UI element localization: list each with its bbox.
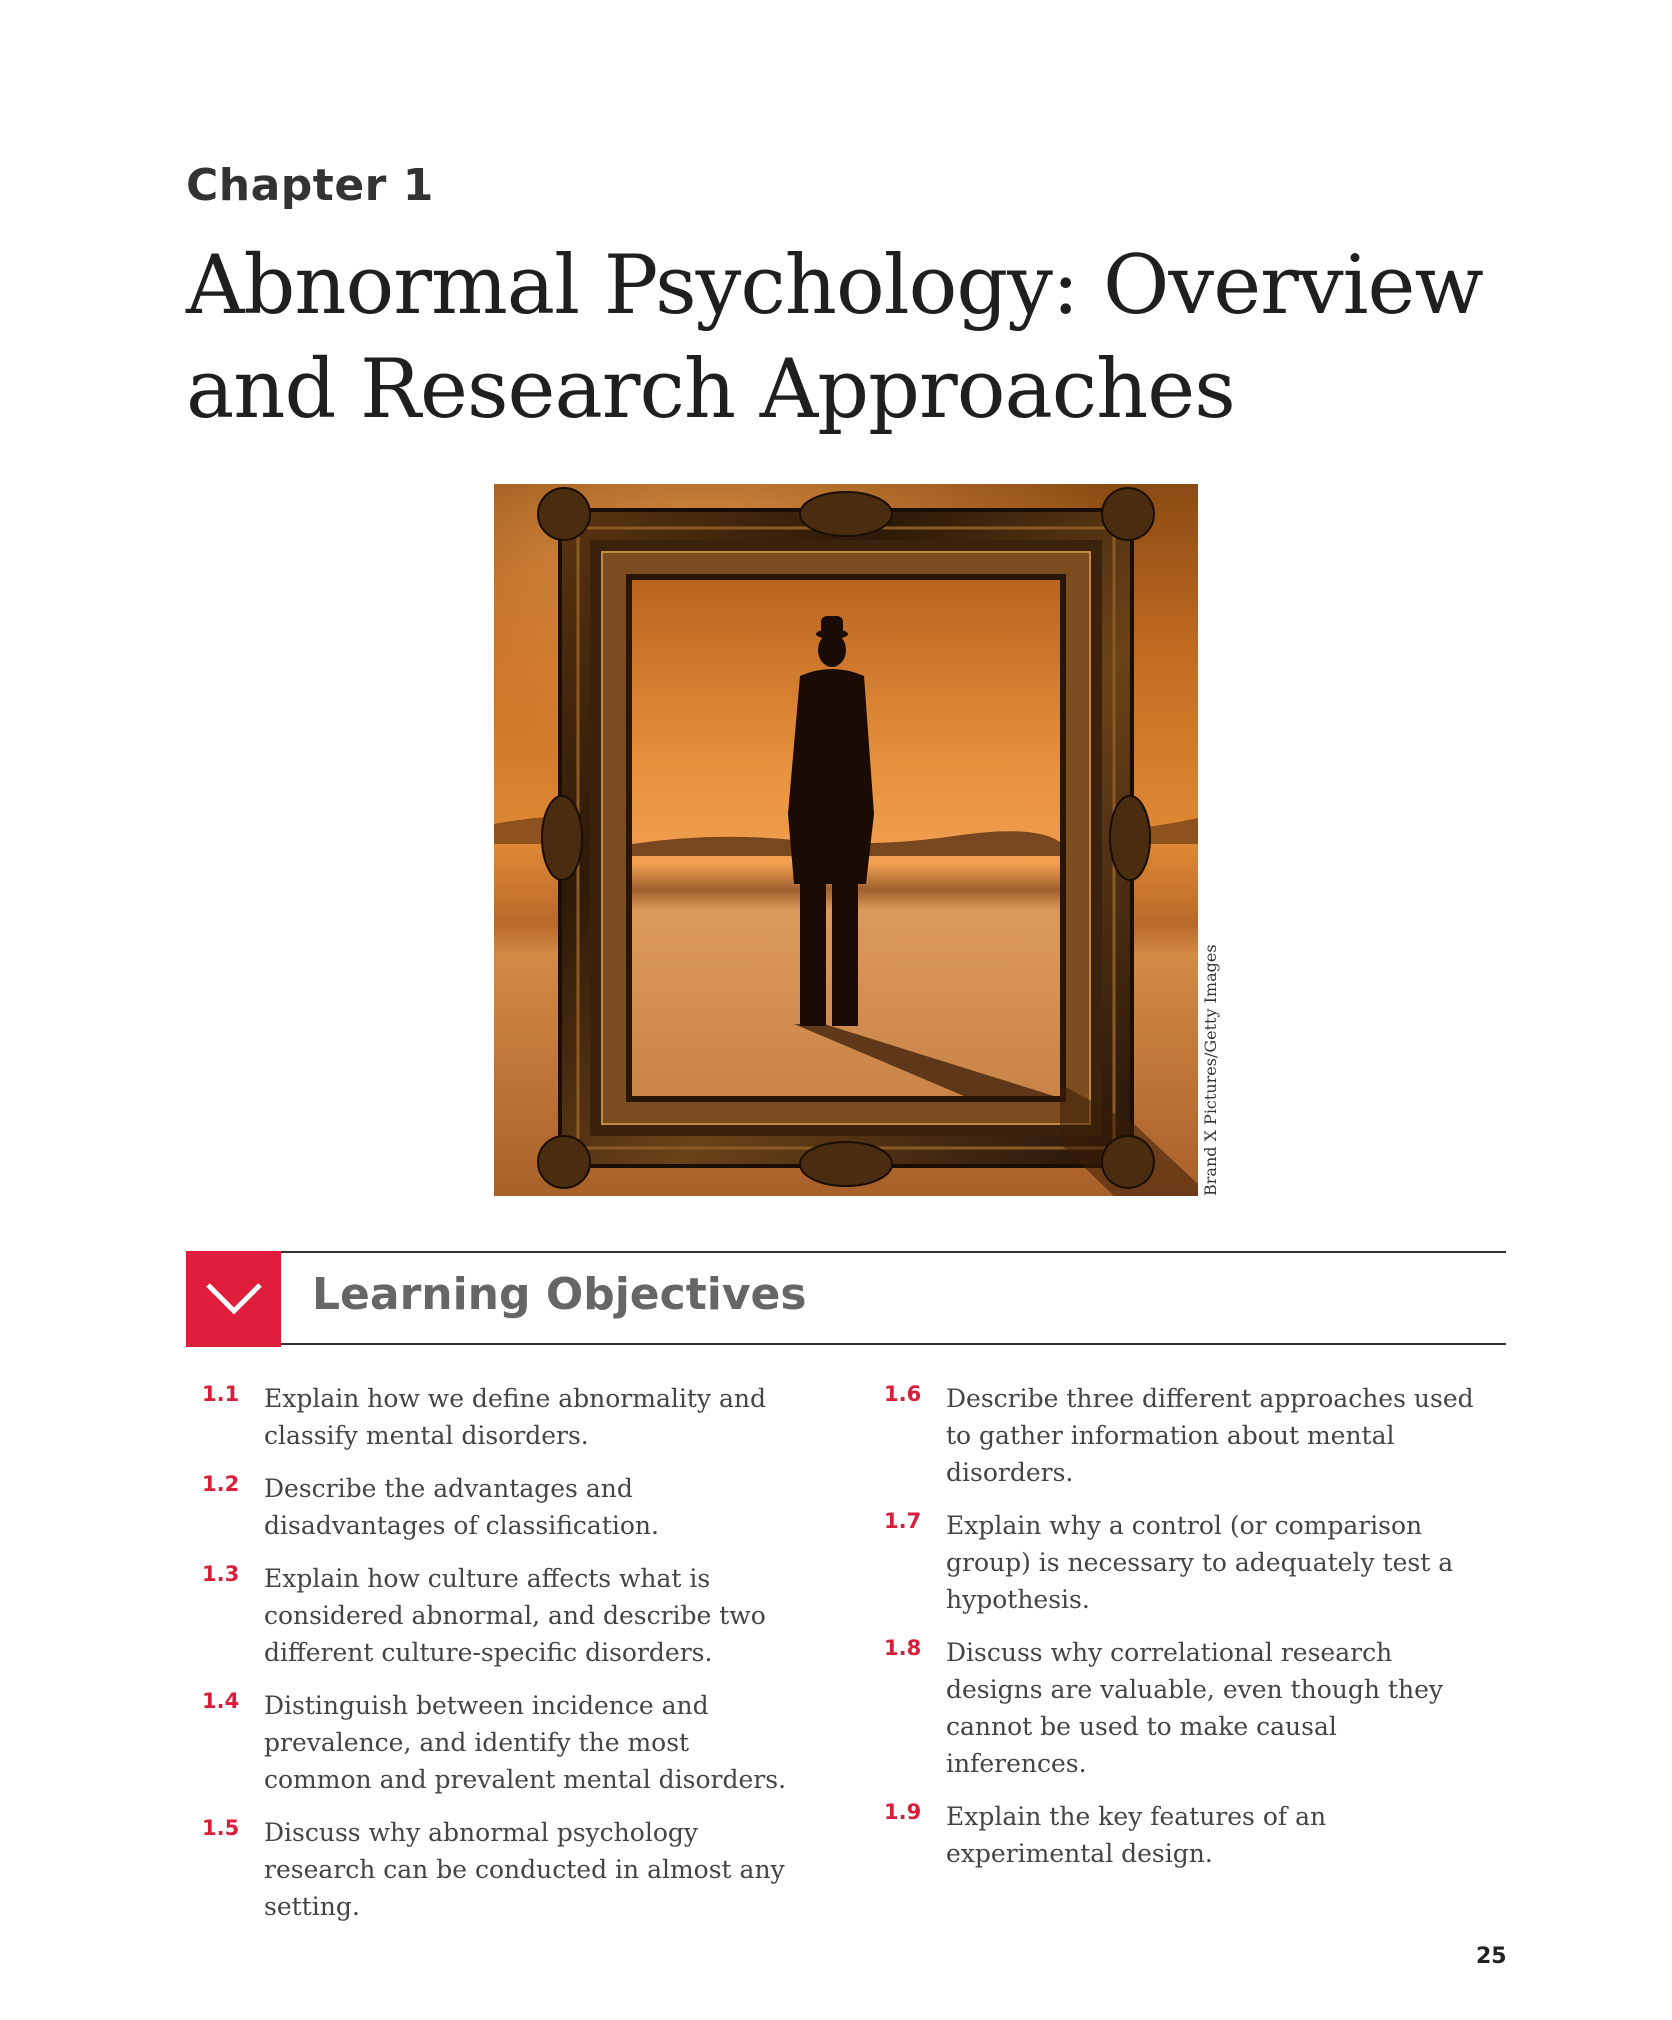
objective-item — [202, 1470, 802, 1544]
learning-objectives-header — [186, 1251, 1506, 1345]
objective-number: 1.3 — [202, 1562, 240, 1586]
learning-objectives-heading: Learning Objectives — [312, 1269, 807, 1320]
objective-item — [202, 1560, 802, 1671]
objective-item — [884, 1507, 1484, 1618]
objective-item — [202, 1814, 802, 1925]
objective-number: 1.1 — [202, 1382, 240, 1406]
objective-number: 1.7 — [884, 1509, 922, 1533]
objective-text: Explain how culture affects what is considered abnormal, and describe two different culture-specific disorders. — [264, 1564, 766, 1667]
objective-item — [884, 1634, 1484, 1782]
objective-text: Explain how we define abnormality and classify mental disorders. — [264, 1384, 766, 1450]
objective-number: 1.6 — [884, 1382, 922, 1406]
objective-text: Distinguish between incidence and prevalence, and identify the most common and prevalent mental disorders. — [264, 1691, 787, 1794]
objective-text: Explain the key features of an experimental design. — [946, 1802, 1327, 1868]
objective-text: Discuss why correlational research designs are valuable, even though they cannot be used to make causal inferences. — [946, 1638, 1443, 1778]
chapter-opening-photo — [494, 484, 1198, 1196]
objective-number: 1.9 — [884, 1800, 922, 1824]
objective-text: Describe three different approaches used to gather information about mental disorders. — [946, 1384, 1474, 1487]
objective-text: Discuss why abnormal psychology research can be conducted in almost any setting. — [264, 1818, 785, 1921]
objective-item — [884, 1798, 1484, 1872]
chevron-down-icon — [186, 1251, 281, 1347]
objective-item — [202, 1687, 802, 1798]
objectives-right-column — [884, 1380, 1484, 1888]
objectives-left-column — [202, 1380, 802, 1941]
objective-text: Explain why a control (or comparison group) is necessary to adequately test a hypothesis. — [946, 1511, 1454, 1614]
chapter-title: Abnormal Psychology: Overview and Research Approaches — [186, 239, 1483, 437]
objective-text: Describe the advantages and disadvantages of classification. — [264, 1474, 659, 1540]
objective-number: 1.2 — [202, 1472, 240, 1496]
objective-item — [202, 1380, 802, 1454]
objective-item — [884, 1380, 1484, 1491]
objective-number: 1.8 — [884, 1636, 922, 1660]
objective-number: 1.4 — [202, 1689, 240, 1713]
chapter-label: Chapter 1 — [186, 160, 434, 211]
page-number: 25 — [1476, 1944, 1507, 1969]
objective-number: 1.5 — [202, 1816, 240, 1840]
